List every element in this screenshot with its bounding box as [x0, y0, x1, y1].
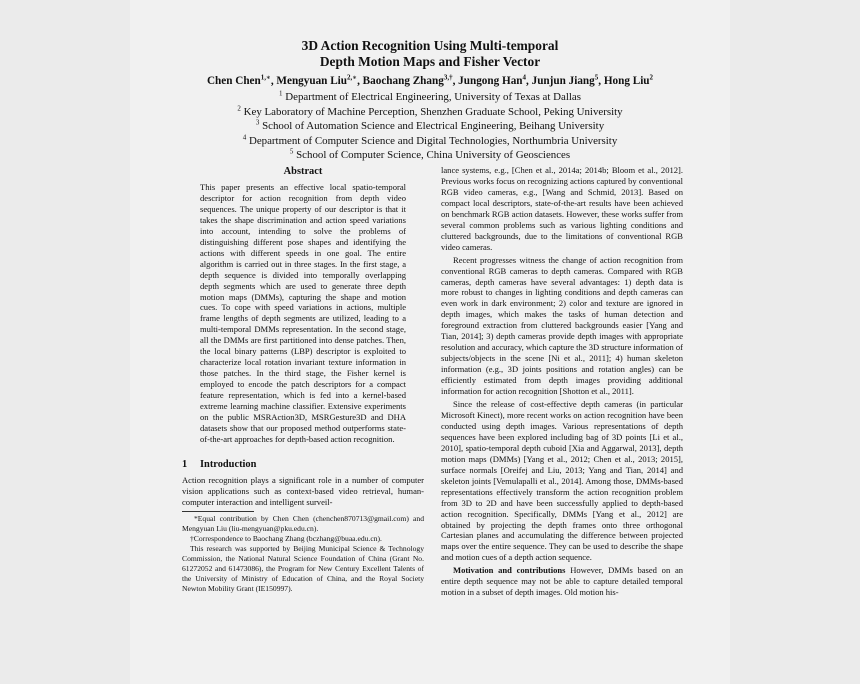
- run-in-heading: Motivation and contributions: [453, 565, 566, 576]
- paper-page: [130, 0, 730, 684]
- affiliation: $^1$ Department of Electrical Engineering, University of Texas at Dallas: [279, 89, 581, 103]
- author: Hong Liu$^2$: [603, 73, 654, 87]
- affiliation: $^5$ School of Computer Science, China University of Geosciences: [289, 147, 571, 162]
- author: Junjun Jiang$^5$,: [531, 73, 604, 87]
- body-paragraph: Recent progresses witness the change of action recognition from conventional RGB cameras to depth cameras. Compared with RGB cameras, depth cameras have several advantages: 1) depth data is more robust to changes in lighting conditions and depth cameras can even work in dark environment; 2) color and texture are ignored in depth images, which makes the tasks of human detection and foreground extraction from cluttered backgrounds easier [Yang and Tian, 2014]; 3) depth cameras provide depth images with appropriate resolution and accuracy, which capture the 3D structure information of subjects/objects in the scene [Ni et al., 2011]; 4) human skeleton information (e.g., 3D joints positions and rotation angles) can be efficiently estimated from depth images providing additional information for action recognition [Shotton et al., 2011].: [441, 254, 683, 397]
- section-heading: 1 Introduction: [182, 458, 257, 470]
- body-paragraph: lance systems, e.g., [Chen et al., 2014a; 2014b; Bloom et al., 2012]. Previous works focus on recognizing actions captured by conventional RGB video cameras, e.g., [Wang and Schmid, 2013]. Based on compact local descriptors, state-of-the-art results have been achieved on benchmark RGB action datasets. However, these works suffer from several common problems such as various lighting conditions and cluttered backgrounds, due to the limitations of conventional RGB video cameras.: [441, 165, 683, 252]
- author: Mengyuan Liu$^{2,∗}$,: [276, 73, 363, 87]
- footnote-equal: *Equal contribution by Chen Chen (chenchen870713@gmail.com) and Mengyuan Liu (liu-mengyuan@pku.edu.cn).: [182, 513, 424, 533]
- author: Baochang Zhang$^{3,\dagger}$,: [362, 73, 459, 87]
- footnote-rule: [182, 511, 254, 512]
- footnote-correspondence: †Correspondence to Baochang Zhang (bczhang@buaa.edu.cn).: [190, 533, 382, 543]
- abstract-heading: Abstract: [283, 166, 323, 177]
- intro-paragraph: Action recognition plays a significant role in a number of computer vision applications such as context-based video retrieval, human-computer interaction and intelligent surveil-: [182, 474, 424, 507]
- affiliation: $^2$ Key Laboratory of Machine Perception, Shenzhen Graduate School, Peking University: [237, 103, 623, 118]
- author: Jungong Han$^4$,: [458, 73, 532, 87]
- body-paragraph: Since the release of cost-effective depth cameras (in particular Microsoft Kinect), more recent works on action recognition have been conducted using depth images. Various representations of depth sequences have been explored including bag of 3D points [Li et al., 2010], spatio-temporal depth cuboid [Xia and Aggarwal, 2013], depth motion maps (DMMs) [Yang et al., 2012; Chen et al., 2013; 2015], surface normals [Oreifej and Liu, 2013; Yang and Tian, 2014] and skeleton joints [Vemulapalli et al., 2014]. Among those, DMMs-based representations effectively transform the action recognition problem from 3D to 2D and have been successfully applied to depth-based action recognition. Specifically, DMMs [Yang et al., 2012] are obtained by projecting the depth frames onto three orthogonal Cartesian planes and accumulating the difference between projected maps over the entire sequence. They can be used to describe the shape and motion cues of a depth action sequence.: [441, 399, 683, 563]
- paper-title: [130, 38, 730, 70]
- affiliation: $^4$ Department of Computer Science and Digital Technologies, Northumbria University: [242, 133, 618, 147]
- affiliation: $^3$ School of Automation Science and Electrical Engineering, Beihang University: [255, 118, 605, 133]
- author-list: [130, 74, 730, 88]
- body-paragraph: Motivation and contributions However, DMMs based on an entire depth sequence may not be able to capture detailed temporal motion in a subset of depth images. Old motion his-: [441, 565, 684, 598]
- affiliation-list: [130, 90, 730, 163]
- right-column: [441, 165, 683, 600]
- footnote-funding: This research was supported by Beijing Municipal Science & Technology Commission, the National Natural Science Foundation of China (Grant No. 61272052 and 61473086), the Program for New Century Excellent Talents of the University of Ministry of Education of China, and the Royal Society Newton Mobility Grant (IE150997).: [182, 543, 424, 593]
- title-line-1: 3D Action Recognition Using Multi-temporal: [301, 38, 559, 53]
- author: Chen Chen$^{1,∗}$,: [206, 73, 277, 87]
- abstract-text: This paper presents an effective local spatio-temporal descriptor for action recognition from depth video sequences. The unique property of our descriptor is that it takes the shape discrimination and action speed variations into account, intending to solve the problems of distinguishing different pose shapes and identifying the actions with different speeds in one goal. The entire algorithm is carried out in three stages. In the first stage, a depth sequence is divided into temporally overlapping depth segments which are used to generate three depth motion maps (DMMs), capturing the shape and motion cues. To cope with speed variations in actions, multiple frame lengths of depth segments are utilized, leading to a multi-temporal DMMs representation. In the second stage, all the DMMs are first partitioned into dense patches. Then, the local binary patterns (LBP) descriptor is exploited to characterize local rotation invariant texture information in those patches. In the third stage, the Fisher kernel is employed to encode the patch descriptors for a compact feature representation, which is fed into a kernel-based extreme learning machine classifier. Extensive experiments on the public MSRAction3D, MSRGesture3D and DHA datasets show that our proposed method outperforms state-of-the-art approaches for depth-based action recognition.: [200, 182, 406, 444]
- left-column: [182, 165, 424, 594]
- title-line-2: Depth Motion Maps and Fisher Vector: [319, 54, 541, 69]
